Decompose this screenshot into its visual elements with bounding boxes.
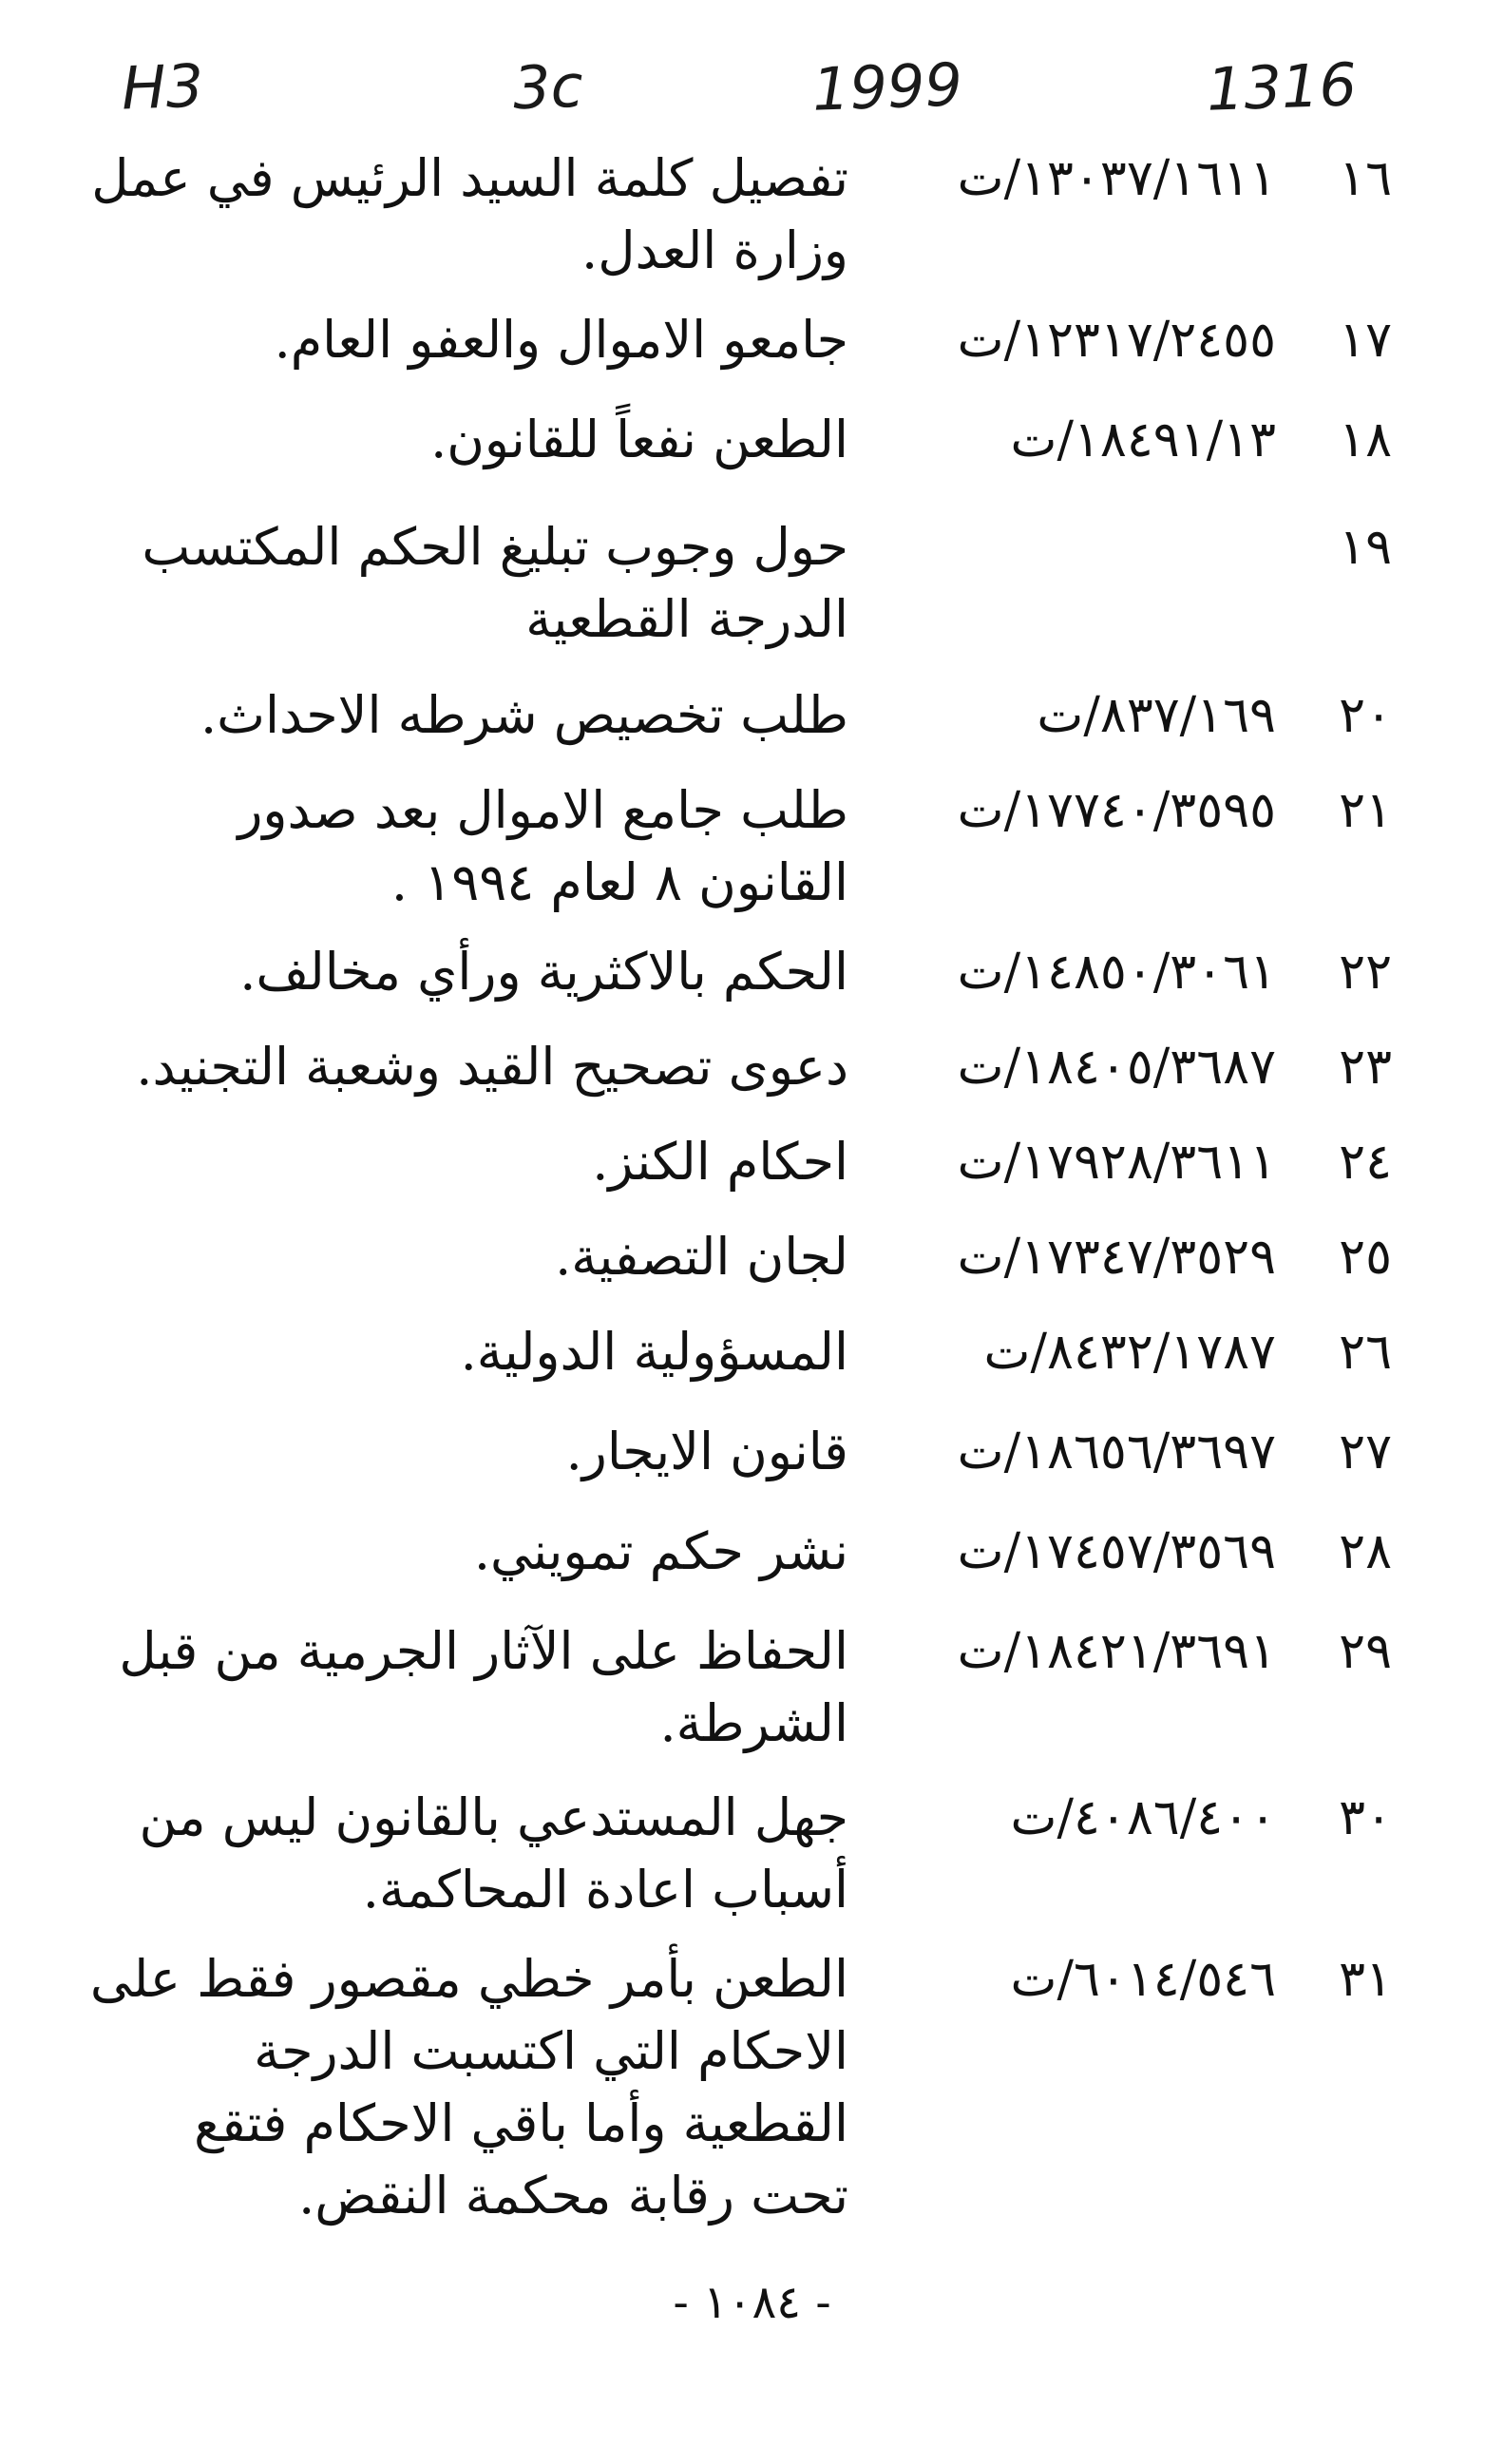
entry-number: ٢٥ [1339,1229,1392,1286]
entry-subject: الطعن بأمر خطي مقصور فقط على الاحكام التي اكتسبت الدرجة القطعية وأما باقي الاحكام فتقع تحت رقابة محكمة النقض. [89,1949,848,2225]
entry-reference: ١٨٤٠٥/٣٦٨٧/ت [957,1039,1276,1096]
handwritten-note: H3 [120,50,205,124]
entry-subject: دعوى تصحيح القيد وشعبة التجنيد. [136,1037,848,1097]
entry-reference: ٨٤٣٢/١٧٨٧/ت [983,1324,1276,1381]
entry-number: ٣٠ [1339,1789,1392,1846]
entry-subject: تفصيل كلمة السيد الرئيس في عمل وزارة العدل. [91,148,848,280]
entry-reference: ١٧٧٤٠/٣٥٩٥/ت [957,782,1276,839]
entry-reference: ٦٠١٤/٥٤٦/ت [1010,1951,1276,2008]
entry-number: ٢١ [1339,782,1392,839]
entry-reference: ٤٠٨٦/٤٠٠/ت [1010,1789,1276,1846]
entry-subject: طلب تخصيص شرطه الاحداث. [200,685,848,745]
handwritten-note: 1316 [1205,49,1359,124]
handwritten-note: 3c [511,50,584,124]
entry-number: ٢٧ [1339,1423,1392,1480]
entry-reference: ١٢٣١٧/٢٤٥٥/ت [957,312,1276,369]
entry-number: ١٨ [1339,411,1392,468]
entry-subject: لجان التصفية. [555,1227,848,1287]
entry-subject: قانون الايجار. [565,1422,848,1481]
entry-reference: ١٧٣٤٧/٣٥٢٩/ت [957,1229,1276,1286]
entry-number: ٢٣ [1339,1039,1392,1096]
entry-number: ١٦ [1339,150,1392,207]
entry-number: ٣١ [1339,1951,1392,2008]
entry-subject: حول وجوب تبليغ الحكم المكتسب الدرجة القطعية [142,517,848,649]
page-number: - ١٠٨٤ - [673,2276,831,2329]
entry-subject: جامعو الاموال والعفو العام. [274,310,848,370]
entry-reference: ١٣٠٣٧/١٦١١/ت [957,150,1276,207]
entry-number: ٢٨ [1339,1523,1392,1580]
entry-number: ١٧ [1339,312,1392,369]
handwritten-note: 1999 [810,49,964,124]
entry-number: ٢٢ [1339,944,1392,1001]
entry-subject: نشر حكم تمويني. [473,1521,848,1581]
entry-number: ١٩ [1339,519,1392,576]
entry-number: ٢٦ [1339,1324,1392,1381]
entry-number: ٢٠ [1339,687,1392,744]
entry-reference: ١٨٤٢١/٣٦٩١/ت [957,1623,1276,1680]
entry-reference: ١٤٨٥٠/٣٠٦١/ت [957,944,1276,1001]
entry-subject: طلب جامع الاموال بعد صدور القانون ٨ لعام ١٩٩٤ . [238,780,848,912]
entry-subject: الحكم بالاكثرية ورأي مخالف. [239,942,848,1002]
entry-reference: ١٧٤٥٧/٣٥٦٩/ت [957,1523,1276,1580]
entry-number: ٢٩ [1339,1623,1392,1680]
entry-reference: ١٨٦٥٦/٣٦٩٧/ت [957,1423,1276,1480]
entry-reference: ١٧٩٢٨/٣٦١١/ت [957,1134,1276,1191]
entry-subject: الطعن نفعاً للقانون. [430,410,848,469]
entry-subject: جهل المستدعي بالقانون ليس من أسباب اعادة المحاكمة. [139,1787,848,1920]
entry-number: ٢٤ [1339,1134,1392,1191]
entry-subject: الحفاظ على الآثار الجرمية من قبل الشرطة. [119,1621,848,1753]
entry-subject: المسؤولية الدولية. [460,1322,848,1382]
entry-subject: احكام الكنز. [592,1132,848,1192]
entry-reference: ٨٣٧/١٦٩/ت [1037,687,1276,744]
entry-reference: ١٨٤٩١/١٣/ت [1010,411,1276,468]
